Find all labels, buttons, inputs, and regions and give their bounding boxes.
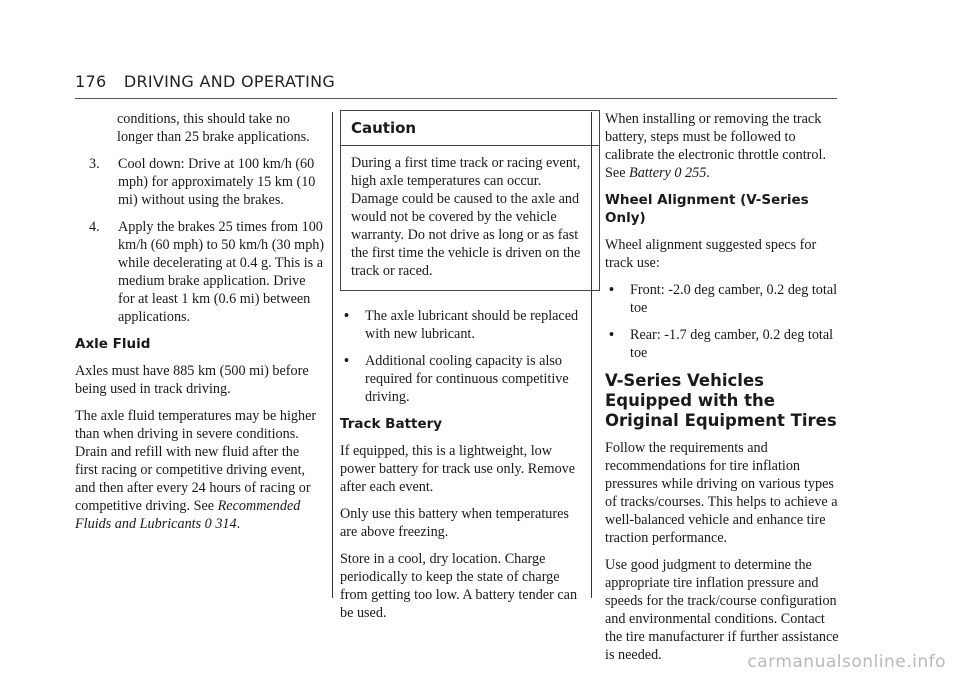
column-divider-1 bbox=[332, 112, 333, 598]
install-text: When installing or removing the track battery, steps must be followed to calibrate the electronic throttle control. See bbox=[605, 111, 826, 181]
fluids-lubricants-link-text: Recommended Fluids and Lubricants bbox=[75, 498, 301, 532]
page-header bbox=[75, 72, 335, 91]
bullet-icon: • bbox=[344, 308, 349, 324]
step-4-text: Apply the brakes 25 times from 100 km/h (60 mph) to 50 km/h (30 mph) while decelerating at 0.4 g. This is a medium brake application. Drive for at least 1 km (0.6 mi) between applications. bbox=[118, 219, 325, 325]
axle-paragraph-2 bbox=[75, 407, 325, 533]
battery-paragraph-3: Store in a cool, dry location. Charge periodically to keep the state of charge from getting too low. A battery tender can be used. bbox=[340, 551, 578, 621]
battery-paragraph-2: Only use this battery when temperatures are above freezing. bbox=[340, 506, 569, 540]
column-3 bbox=[605, 110, 840, 673]
wheel-alignment-heading: Wheel Alignment (V-Series Only) bbox=[605, 192, 809, 226]
page-number: 176 bbox=[75, 72, 107, 91]
install-paragraph-end: . bbox=[706, 165, 710, 181]
step-3-number: 3. bbox=[89, 156, 100, 172]
column-1 bbox=[75, 110, 325, 542]
bullet-icon: • bbox=[609, 282, 614, 298]
header-rule bbox=[75, 98, 837, 99]
caution-box bbox=[340, 110, 600, 291]
column-2 bbox=[340, 110, 585, 631]
step-3 bbox=[75, 155, 325, 209]
step-4-number: 4. bbox=[89, 219, 100, 235]
bullet-text-lubricant: The axle lubricant should be replaced with new lubricant. bbox=[365, 308, 579, 342]
battery-paragraph-1: If equipped, this is a lightweight, low power battery for track use only. Remove after each event. bbox=[340, 443, 576, 495]
battery-page-ref: 0 255 bbox=[674, 165, 707, 181]
fluids-lubricants-page-ref: 0 314 bbox=[204, 516, 237, 532]
step-4 bbox=[75, 218, 325, 326]
battery-link-text: Battery bbox=[629, 165, 671, 181]
bullet-text-front: Front: -2.0 deg camber, 0.2 deg total toe bbox=[630, 282, 838, 316]
caution-title: Caution bbox=[341, 111, 599, 146]
bullet-icon: • bbox=[344, 353, 349, 369]
vseries-paragraph-2: Use good judgment to determine the appropriate tire inflation pressure and speeds for the track/course configuration and environmental conditions. Contact the tire manufacturer if further assistance is needed. bbox=[605, 557, 839, 663]
caution-text: During a first time track or racing event, high axle temperatures can occur. Damage could be caused to the axle and would not be covered by the vehicle warranty. Do not drive as long or as fast the first time the vehicle is driven on the track or raced. bbox=[351, 155, 581, 279]
track-battery-heading: Track Battery bbox=[340, 416, 443, 432]
bullet-icon: • bbox=[609, 327, 614, 343]
list-item bbox=[340, 307, 585, 343]
continued-paragraph: conditions, this should take no longer than 25 brake applications. bbox=[117, 111, 310, 145]
axle-paragraph-1: Axles must have 885 km (500 mi) before being used in track driving. bbox=[75, 363, 309, 397]
list-item bbox=[605, 326, 840, 362]
bullet-text-cooling: Additional cooling capacity is also required for continuous competitive driving. bbox=[365, 353, 569, 405]
battery-link[interactable] bbox=[629, 165, 706, 181]
step-3-text: Cool down: Drive at 100 km/h (60 mph) for approximately 15 km (10 mi) without using the brakes. bbox=[118, 156, 316, 208]
axle-paragraph-2-text: The axle fluid temperatures may be higher than when driving in severe conditions. Drain and refill with new fluid after the first racing or competitive driving event, and then after every 24 hours of racing or competitive driving. See bbox=[75, 408, 317, 514]
vseries-heading: V-Series Vehicles Equipped with the Original Equipment Tires bbox=[605, 371, 837, 430]
bullet-text-rear: Rear: -1.7 deg camber, 0.2 deg total toe bbox=[630, 327, 834, 361]
watermark: carmanualsonline.info bbox=[747, 652, 946, 672]
install-paragraph bbox=[605, 110, 840, 182]
list-item bbox=[605, 281, 840, 317]
axle-paragraph-2-end: . bbox=[236, 516, 241, 532]
section-title: DRIVING AND OPERATING bbox=[123, 72, 336, 91]
alignment-paragraph: Wheel alignment suggested specs for track use: bbox=[605, 237, 817, 271]
axle-fluid-heading: Axle Fluid bbox=[75, 336, 151, 352]
vseries-paragraph-1: Follow the requirements and recommendations for tire inflation pressures while driving on various types of tracks/courses. This helps to achieve a well-balanced vehicle and enhance tire traction performance. bbox=[605, 440, 838, 546]
list-item bbox=[340, 352, 585, 406]
